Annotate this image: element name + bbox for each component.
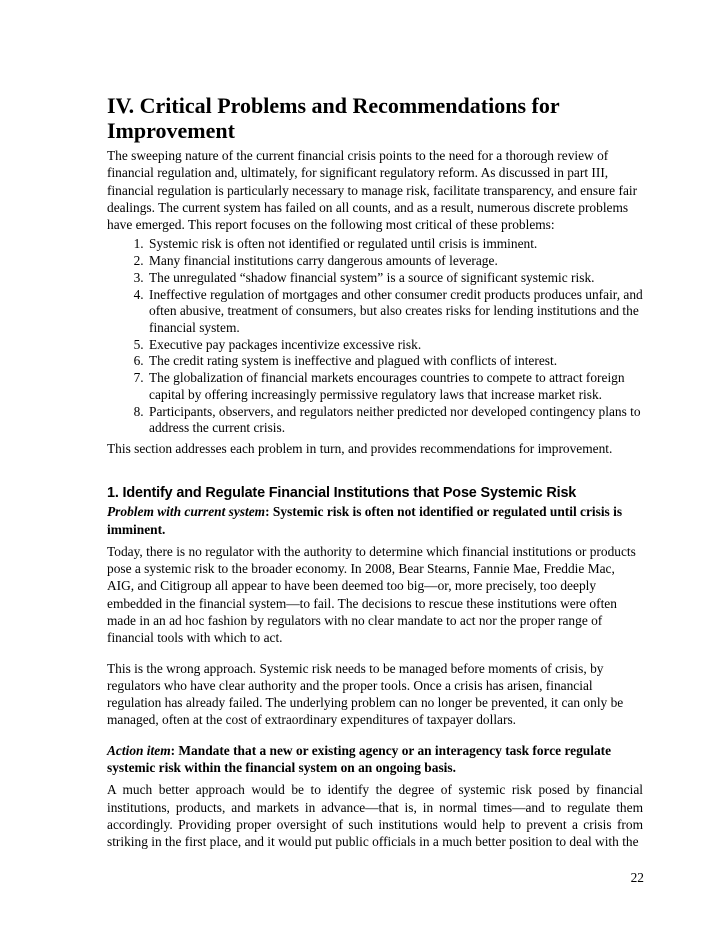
section-title: IV. Critical Problems and Recommendations for Improvement — [107, 93, 560, 143]
subsection-title: 1. Identify and Regulate Financial Institutions that Pose Systemic Risk — [107, 485, 577, 502]
action-item — [107, 742, 643, 777]
problem-label: Problem with current system — [107, 504, 266, 520]
paragraph-2: This is the wrong approach. Systemic risk needs to be managed before moments of crisis, by regulators who have clear authority and the proper tools. Once a crisis has arisen, financial regulation has already failed. The underlying problem can no longer be prevented, it can only be managed, often at the cost of extraordinary expenditures of taxpayer dollars. — [107, 660, 624, 728]
list-item: 5. Executive pay packages incentivize excessive risk. — [147, 337, 643, 354]
action-label: Action item — [107, 742, 171, 758]
problem-list — [107, 236, 643, 436]
list-item: 8. Participants, observers, and regulators neither predicted nor developed contingency plans to address the current crisis. — [147, 404, 643, 437]
problem-statement — [107, 503, 643, 538]
paragraph-1: Today, there is no regulator with the authority to determine which financial institutions or products pose a systemic risk to the broader economy. In 2008, Bear Stearns, Fannie Mae, Freddie Mac, AIG, and Citigroup all appear to have been deemed too big—or, more precisely, too deeply embedded in the financial system—to fail. The decisions to rescue these institutions were often made in an ad hoc fashion by regulators with no clear mandate to act nor the proper range of financial tools with which to act. — [107, 543, 636, 646]
list-item: 6. The credit rating system is ineffective and plagued with conflicts of interest. — [147, 353, 643, 370]
list-item: 1. Systemic risk is often not identified or regulated until crisis is imminent. — [147, 236, 643, 253]
section-outro: This section addresses each problem in turn, and provides recommendations for improvement. — [107, 440, 613, 456]
page-number: 22 — [630, 870, 644, 885]
list-item: 7. The globalization of financial markets encourages countries to compete to attract foreign capital by offering increasingly permissive regulatory laws that increase market risk. — [147, 370, 643, 403]
document-page — [107, 93, 643, 851]
problem-text: : Systemic risk is often not identified or regulated until crisis is imminent. — [107, 504, 623, 537]
section-intro: The sweeping nature of the current financial crisis points to the need for a thorough review of financial regulation and, ultimately, for significant regulatory reform. As discussed in part III, financial regulation is particularly necessary to manage risk, facilitate transparency, and ensure fair dealings. The current system has failed on all counts, and as a result, numerous discrete problems have emerged. This report focuses on the following most critical of these problems: — [107, 148, 638, 233]
action-text: : Mandate that a new or existing agency or an interagency task force regulate systemic risk within the financial system on an ongoing basis. — [107, 742, 612, 776]
list-item: 3. The unregulated “shadow financial system” is a source of significant systemic risk. — [147, 270, 643, 287]
paragraph-3: A much better approach would be to identify the degree of systemic risk posed by financial institutions, products, and markets in advance—that is, in normal times—and to regulate them accordingly. Providing proper oversight of such institutions would help to prevent a crisis from striking in the first place, and it would put public officials in a much better position to deal with the — [107, 782, 643, 850]
list-item: 2. Many financial institutions carry dangerous amounts of leverage. — [147, 253, 643, 270]
list-item: 4. Ineffective regulation of mortgages and other consumer credit products produces unfair, and often abusive, treatment of consumers, but also creates risks for lending institutions and the financial system. — [147, 287, 643, 337]
